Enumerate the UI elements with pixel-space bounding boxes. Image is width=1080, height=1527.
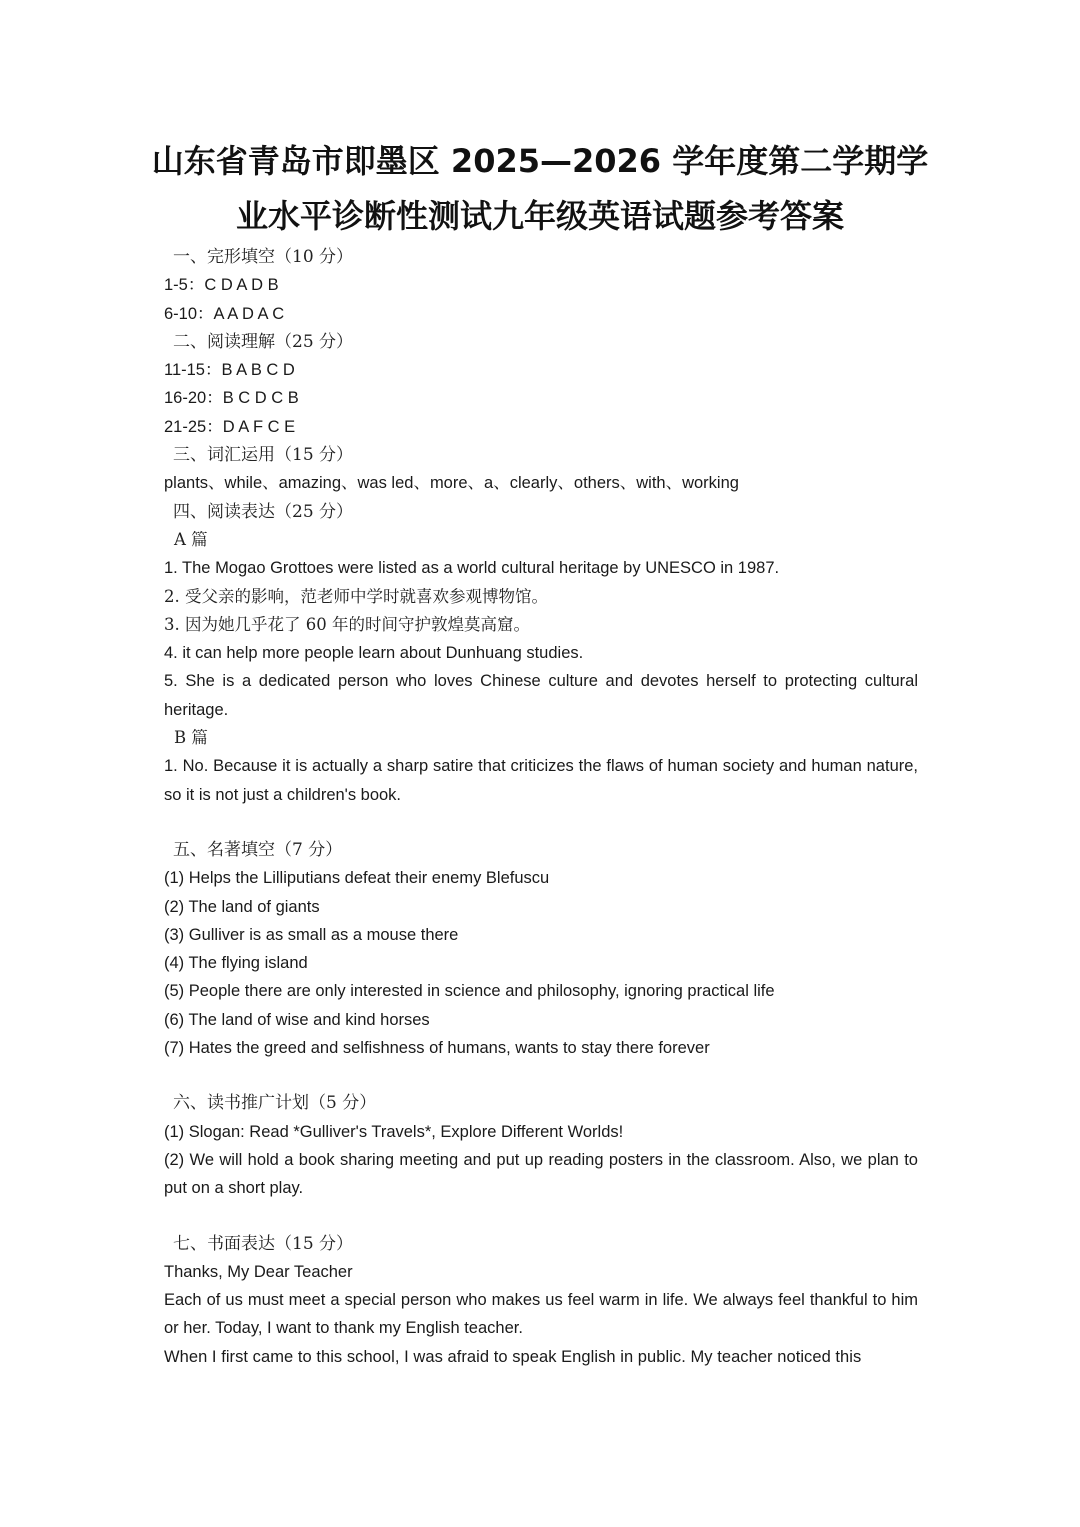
answer-line: (2) The land of giants [164,897,320,916]
answer-line: (5) People there are only interested in science and philosophy, ignoring practical life [164,982,775,1001]
section-heading-reading: 二、阅读理解（25 分） [173,331,354,352]
answer-paragraph: 5. She is a dedicated person who loves Chinese culture and devotes herself to protecting cultural heritage. [164,672,918,719]
answer-line: 16-20：B C D C B [164,389,299,408]
passage-label-b: B 篇 [174,728,208,748]
document-title-line-1: 山东省青岛市即墨区 2025—2026 学年度第二学期学 [151,142,929,180]
answer-line: (3) Gulliver is as small as a mouse there [164,925,459,944]
answer-line: plants、while、amazing、was led、more、a、clearly、others、with、working [164,474,739,493]
section-heading-reading-plan: 六、读书推广计划（5 分） [173,1093,377,1114]
answer-content [164,243,918,1371]
section-heading-writing: 七、书面表达（15 分） [173,1233,354,1254]
passage-label-a: A 篇 [174,529,208,549]
answer-line: 11-15：B A B C D [164,361,295,380]
answer-line: (1) Helps the Lilliputians defeat their enemy Blefuscu [164,869,550,888]
essay-paragraph: When I first came to this school, I was afraid to speak English in public. My teacher noticed this [164,1347,862,1366]
answer-line: 1-5：C D A D B [164,276,279,295]
section-heading-reading-expression: 四、阅读表达（25 分） [173,501,354,522]
answer-line: 6-10：A A D A C [164,304,285,323]
essay-paragraph: Each of us must meet a special person who makes us feel warm in life. We always feel thankful to him or her. Today, I want to thank my English teacher. [164,1291,918,1338]
answer-line: (7) Hates the greed and selfishness of humans, wants to stay there forever [164,1039,710,1058]
answer-line: 2. 受父亲的影响，范老师中学时就喜欢参观博物馆。 [164,586,548,606]
answer-paragraph: (2) We will hold a book sharing meeting and put up reading posters in the classroom. Also, we plan to put on a short play. [164,1150,918,1198]
answer-line: 1. The Mogao Grottoes were listed as a world cultural heritage by UNESCO in 1987. [164,559,780,578]
section-heading-vocabulary: 三、词汇运用（15 分） [173,445,354,466]
answer-paragraph: 1. No. Because it is actually a sharp satire that criticizes the flaws of human society and human nature, so it is not just a children's book. [164,757,918,804]
essay-title: Thanks, My Dear Teacher [164,1262,353,1281]
section-heading-classics: 五、名著填空（7 分） [173,839,343,860]
section-heading-cloze: 一、完形填空（10 分） [173,247,354,267]
document-title-line-2: 业水平诊断性测试九年级英语试题参考答案 [235,197,844,235]
answer-line: 21-25：D A F C E [164,417,296,436]
answer-line: (6) The land of wise and kind horses [164,1010,430,1029]
answer-line: (4) The flying island [164,954,308,973]
answer-line: (1) Slogan: Read *Gulliver's Travels*, Explore Different Worlds! [164,1122,624,1141]
answer-line: 3. 因为她几乎花了 60 年的时间守护敦煌莫高窟。 [164,614,530,634]
answer-line: 4. it can help more people learn about Dunhuang studies. [164,644,584,663]
